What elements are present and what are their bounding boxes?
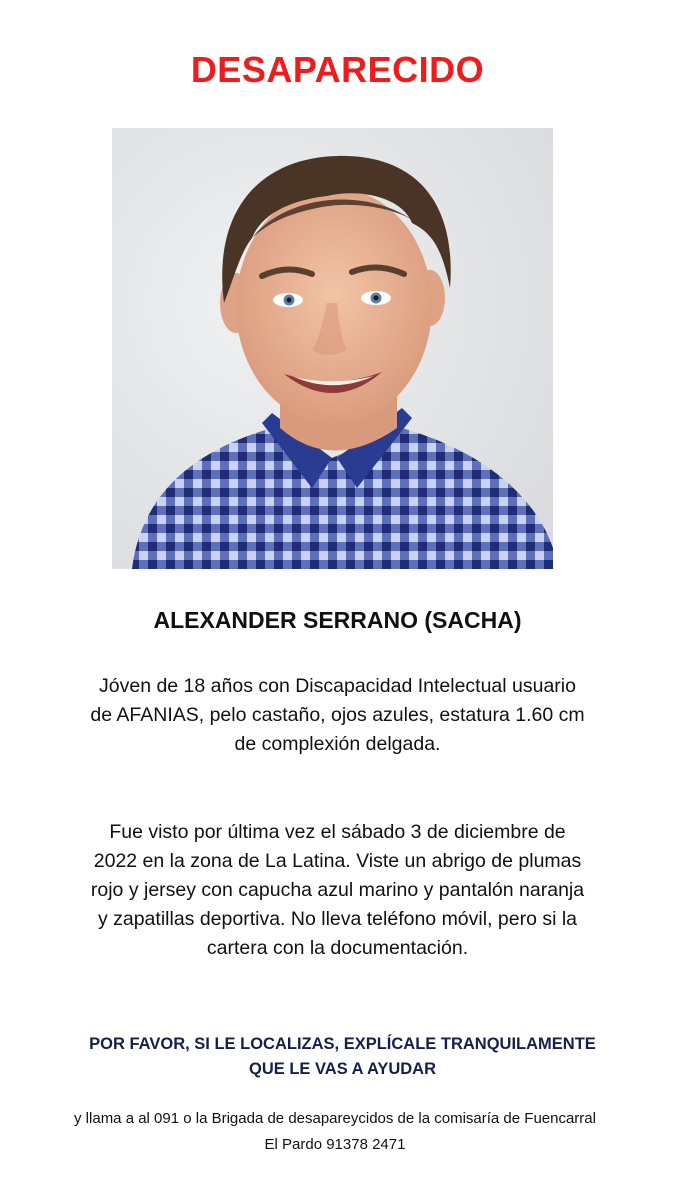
person-name: ALEXANDER SERRANO (SACHA) (153, 607, 522, 633)
poster-headline: DESAPARECIDO (190, 49, 485, 90)
help-plea: POR FAVOR, SI LE LOCALIZAS, EXPLÍCALE TRANQUILAMENTE QUE LE VAS A AYUDAR (89, 1035, 596, 1078)
person-description: Jóven de 18 años con Discapacidad Intelectual usuario de AFANIAS, pelo castaño, ojos azules, estatura 1.60 cm de complexión delgada. (90, 675, 585, 755)
contact-info: y llama a al 091 o la Brigada de desapareycidos de la comisaría de Fuencarral El Pardo 91378 2471 (74, 1110, 596, 1153)
person-photo (112, 128, 553, 569)
last-seen-details: Fue visto por última vez el sábado 3 de diciembre de 2022 en la zona de La Latina. Viste un abrigo de plumas rojo y jersey con capucha azul marino y pantalón naranja y zapatillas deportiva. No lleva teléfono móvil, pero si la cartera con la documentación. (90, 821, 585, 959)
